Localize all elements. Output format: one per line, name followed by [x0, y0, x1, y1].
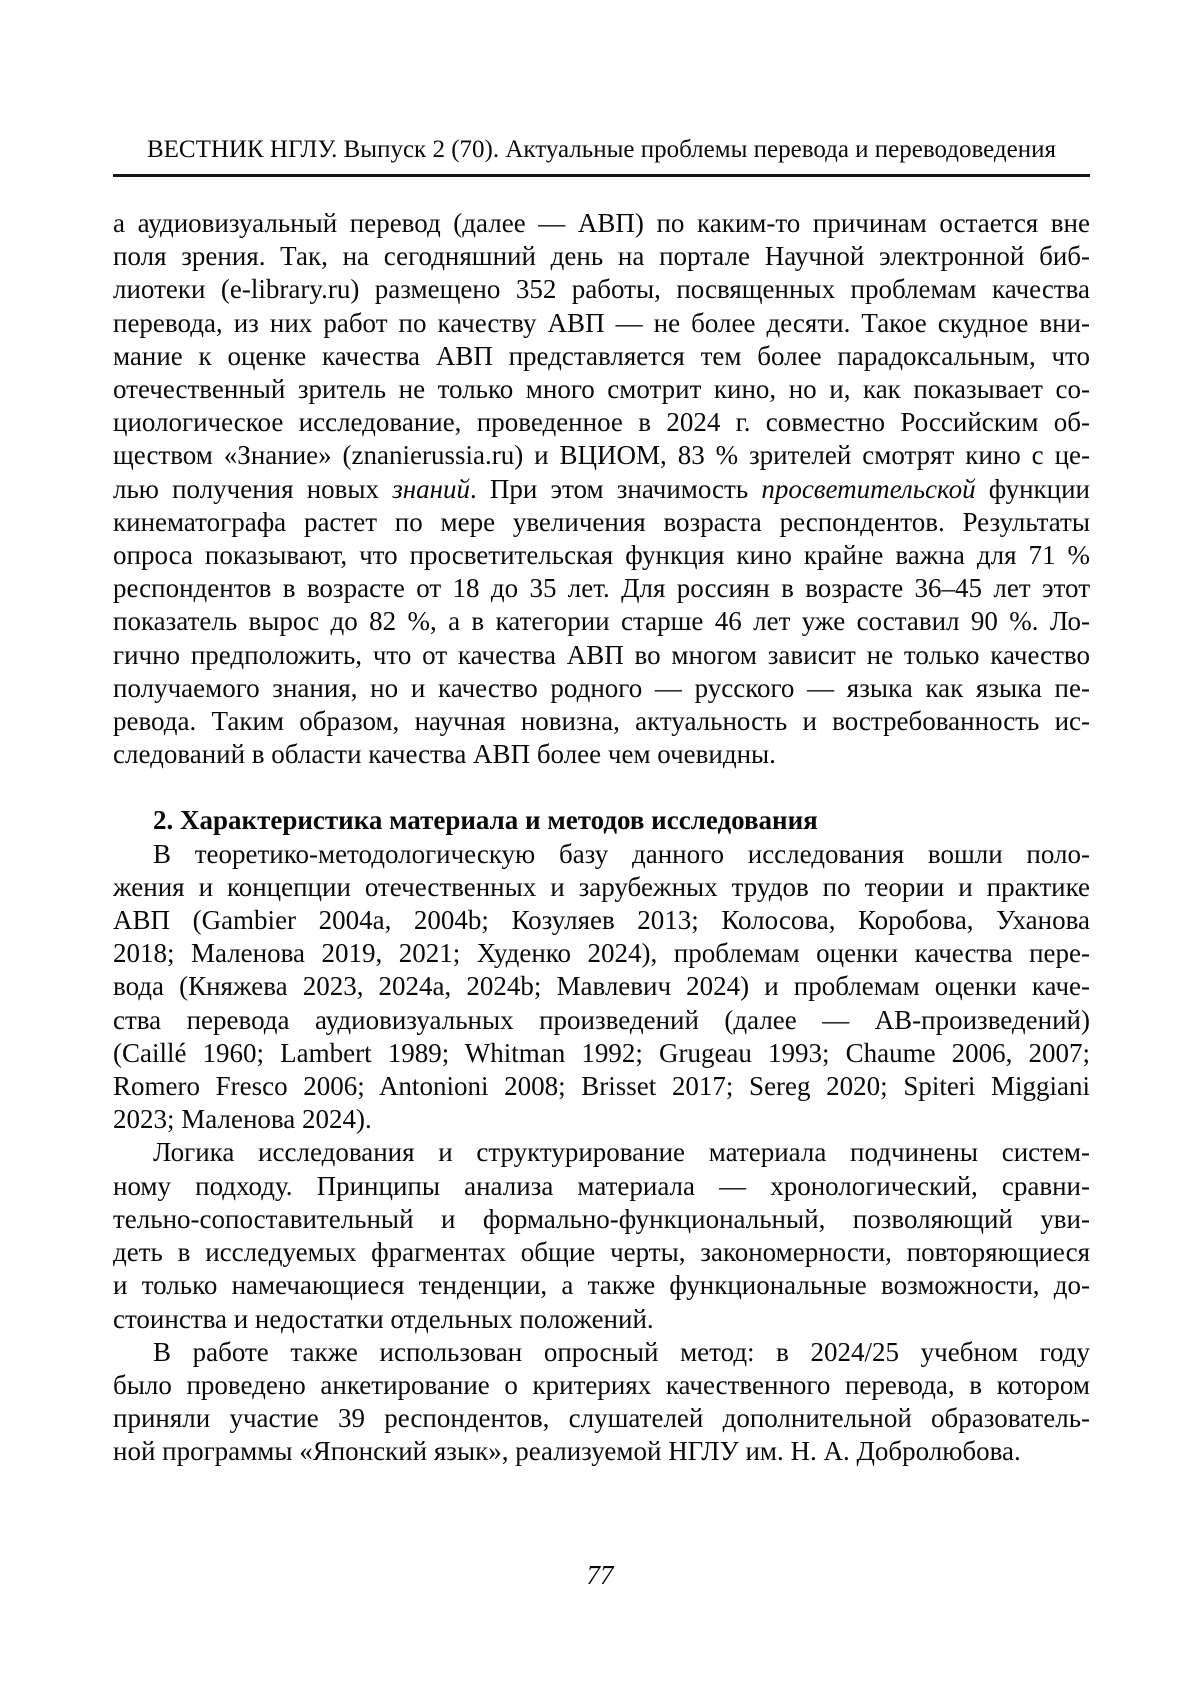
- text-line: ному подходу. Принципы анализа материала — хронологический, сравни-: [113, 1170, 1090, 1201]
- text-line: показатель вырос до 82 %, а в категории старше 46 лет уже составил 90 %. Ло-: [113, 606, 1090, 637]
- text-line: жения и концепции отечественных и зарубежных трудов по теории и практике: [113, 871, 1090, 902]
- paragraph: [113, 838, 1090, 1137]
- text-line: а аудиовизуальный перевод (далее — АВП) по каким-то причинам остается вне: [113, 208, 1090, 238]
- text-line: Romero Fresco 2006; Antonioni 2008; Brisset 2017; Sereg 2020; Spiteri Miggiani: [113, 1071, 1090, 1102]
- text-line: отечественный зритель не только много смотрит кино, но и, как показывает со-: [113, 374, 1090, 405]
- text-line: кинематографа растет по мере увеличения возраста респондентов. Результаты: [113, 506, 1090, 537]
- text-line: ной программы «Японский язык», реализуемой НГЛУ им. Н. А. Добролюбова.: [113, 1436, 1021, 1467]
- running-header: [113, 136, 1090, 177]
- page-number: 77: [586, 1560, 614, 1590]
- text-line: респондентов в возрасте от 18 до 35 лет. Для россиян в возрасте 36–45 лет этот: [113, 573, 1090, 604]
- text-line: лиотеки (e-library.ru) размещено 352 работы, посвященных проблемам качества: [113, 274, 1090, 305]
- text-line: стоинства и недостатки отдельных положений.: [113, 1303, 654, 1334]
- section-heading: 2. Характеристика материала и методов исследования: [153, 805, 818, 836]
- text-line: В теоретико-методологическую базу данного исследования вошли поло-: [153, 838, 1090, 869]
- text-line: гично предположить, что от качества АВП во многом зависит не только качество: [113, 639, 1090, 670]
- text-line: было проведено анкетирование о критериях качественного перевода, в котором: [113, 1369, 1090, 1400]
- text-line: циологическое исследование, проведенное в 2024 г. совместно Российским об-: [113, 407, 1090, 438]
- article-body: [113, 207, 1090, 1469]
- text-line: В работе также использован опросный метод: в 2024/25 учебном году: [153, 1336, 1090, 1367]
- text-line: следований в области качества АВП более чем очевидны.: [113, 739, 776, 770]
- text-line: лью получения новых знаний. При этом значимость просветительской функции: [113, 473, 1090, 504]
- text-line: (Caillé 1960; Lambert 1989; Whitman 1992; Grugeau 1993; Chaume 2006, 2007;: [113, 1037, 1090, 1068]
- text-line: ства перевода аудиовизуальных произведений (далее — АВ-произведений): [113, 1004, 1090, 1035]
- text-line: получаемого знания, но и качество родного — русского — языка как языка пе-: [113, 672, 1090, 703]
- text-line: Логика исследования и структурирование материала подчинены систем-: [153, 1137, 1090, 1168]
- text-line: ревода. Таким образом, научная новизна, актуальность и востребованность ис-: [113, 706, 1090, 737]
- text-line: поля зрения. Так, на сегодняшний день на портале Научной электронной биб-: [113, 241, 1090, 272]
- text-line: опроса показывают, что просветительская функция кино крайне важна для 71 %: [113, 540, 1090, 571]
- text-line: и только намечающиеся тенденции, а также функциональные возможности, до-: [113, 1270, 1090, 1301]
- text-line: АВП (Gambier 2004a, 2004b; Козуляев 2013; Колосова, Коробова, Уханова: [113, 905, 1090, 936]
- text-line: приняли участие 39 респондентов, слушателей дополнительной образователь-: [113, 1403, 1090, 1434]
- text-line: тельно-сопоставительный и формально-функциональный, позволяющий уви-: [113, 1203, 1090, 1234]
- text-line: 2023; Маленова 2024).: [113, 1104, 372, 1135]
- text-line: ществом «Знание» (znanierussia.ru) и ВЦИОМ, 83 % зрителей смотрят кино с це-: [113, 440, 1090, 471]
- paragraph: [113, 1336, 1090, 1469]
- text-line: мание к оценке качества АВП представляется тем более парадоксальным, что: [113, 340, 1090, 371]
- text-line: 2018; Маленова 2019, 2021; Худенко 2024), проблемам оценки качества пере-: [113, 938, 1090, 969]
- text-line: деть в исследуемых фрагментах общие черты, закономерности, повторяющиеся: [113, 1237, 1090, 1268]
- paragraph: [113, 1136, 1090, 1335]
- paragraph: [113, 207, 1090, 771]
- header-rule: [113, 174, 1090, 177]
- journal-header-title: ВЕСТНИК НГЛУ. Выпуск 2 (70). Актуальные проблемы перевода и переводоведения: [146, 136, 1057, 163]
- text-line: вода (Княжева 2023, 2024a, 2024b; Мавлевич 2024) и проблемам оценки каче-: [113, 971, 1090, 1002]
- text-line: перевода, из них работ по качеству АВП — не более десяти. Такое скудное вни-: [113, 307, 1090, 338]
